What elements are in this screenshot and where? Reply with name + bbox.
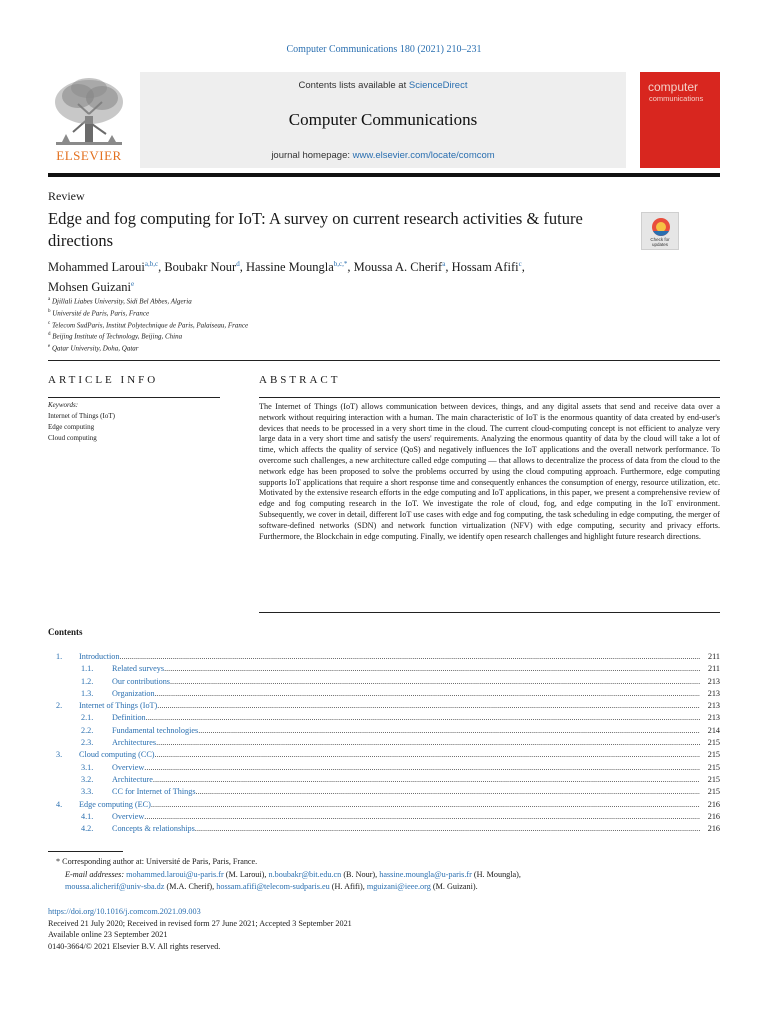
toc-page: 215 [707, 762, 720, 772]
affiliation-text: Qatar University, Doha, Qatar [50, 344, 139, 353]
toc-entry[interactable] [48, 799, 720, 811]
journal-homepage [140, 150, 626, 161]
author-affiliation-marker[interactable]: e [130, 280, 135, 289]
email-owner: (B. Nour), [341, 869, 380, 879]
toc-leader [146, 712, 700, 724]
toc-page: 215 [707, 750, 720, 760]
affiliation-list [48, 295, 248, 354]
toc-entry[interactable] [48, 663, 720, 675]
keyword: Edge computing [48, 423, 95, 431]
email-owner: (H. Moungla), [471, 869, 521, 879]
toc-leader [144, 811, 700, 823]
toc-leader [170, 676, 700, 688]
email-link[interactable]: hassine.moungla@u-paris.fr [379, 869, 472, 879]
toc-title-wrap [112, 786, 700, 798]
journal-reference[interactable]: Computer Communications 180 (2021) 210–231 [286, 44, 482, 55]
journal-cover[interactable] [640, 72, 720, 168]
email-addresses [48, 869, 720, 894]
toc-title-wrap [79, 700, 700, 712]
header-rule [48, 173, 720, 177]
author-affiliation-marker[interactable]: a,b,c [144, 260, 159, 268]
affiliation-marker: a [48, 297, 51, 302]
toc-leader [198, 725, 700, 737]
email-owner: (M.A. Cherif), [164, 882, 217, 891]
toc-number[interactable]: 2.1. [81, 713, 94, 723]
email-link[interactable]: moussa.alicherif@univ-sba.dz [65, 882, 165, 891]
toc-number[interactable]: 1.3. [81, 688, 94, 698]
toc-title[interactable]: Organization [112, 688, 155, 698]
journal-title: Computer Communications [288, 110, 478, 129]
toc-leader [164, 663, 700, 675]
toc-title[interactable]: Related surveys [112, 664, 165, 674]
toc-number[interactable]: 1. [56, 652, 63, 661]
toc-entry[interactable] [48, 737, 720, 749]
email-owner: (M. Guizani). [430, 882, 478, 891]
keyword: Internet of Things (IoT) [48, 412, 115, 420]
toc-title[interactable]: Internet of Things (IoT) [79, 701, 158, 711]
affiliation-text: Telecom SudParis, Institut Polytechnique de Paris, Palaiseau, France [50, 320, 249, 329]
toc-page: 213 [707, 713, 720, 723]
footnotes [48, 856, 720, 894]
toc-title[interactable]: Architecture [112, 774, 153, 784]
contents-prefix: Contents lists available at [298, 80, 409, 91]
toc-page: 213 [707, 688, 720, 698]
author-separator: , [445, 260, 452, 275]
affiliation-text: Université de Paris, Paris, France [50, 309, 150, 318]
affiliation-marker: e [48, 344, 51, 350]
toc-page: 213 [707, 701, 720, 711]
affiliation-text: Djillali Liabes University, Sidi Bel Abbes, Algeria [50, 297, 192, 306]
email-owner: (H. Afifi), [329, 882, 367, 891]
toc-number[interactable]: 2.2. [81, 725, 94, 735]
affiliation [48, 319, 248, 331]
author-separator: , [158, 260, 165, 275]
keyword: Cloud computing [48, 434, 97, 442]
toc-title-wrap [112, 676, 700, 688]
front-matter [48, 906, 352, 952]
author-separator: , [239, 260, 246, 275]
toc-title-wrap [79, 799, 700, 811]
copyright: 0140-3664/© 2021 Elsevier B.V. All rights reserved. [48, 941, 221, 951]
toc-page: 215 [707, 774, 720, 784]
email-link[interactable]: mohammed.laroui@u-paris.fr [126, 869, 224, 879]
toc-title[interactable]: Our contributions [112, 676, 170, 686]
journal-header [48, 70, 720, 174]
toc-number[interactable]: 3.3. [81, 787, 94, 797]
sciencedirect-link[interactable]: ScienceDirect [408, 80, 468, 91]
abstract-rule-top [259, 397, 720, 398]
toc-title[interactable]: Introduction [79, 652, 120, 661]
affiliation-text: Beijing Institute of Technology, Beijing, China [50, 332, 183, 341]
toc-leader [153, 774, 700, 786]
toc-number[interactable]: 3. [56, 750, 63, 760]
affiliation [48, 330, 248, 342]
toc-entry[interactable] [48, 651, 720, 663]
toc-page: 216 [707, 824, 720, 834]
article-info-rule [48, 397, 220, 398]
table-of-contents [48, 651, 720, 835]
toc-title-wrap [112, 688, 700, 700]
email-link[interactable]: n.boubakr@bit.edu.cn [268, 869, 342, 879]
toc-title-wrap [112, 712, 700, 724]
check-for-updates-button[interactable] [641, 212, 679, 250]
toc-number[interactable]: 2. [56, 701, 63, 711]
elsevier-tree-icon [48, 72, 130, 152]
toc-page: 216 [707, 811, 720, 821]
author-name[interactable]: Mohsen Guizani [48, 280, 131, 295]
toc-leader [156, 737, 700, 749]
elsevier-wordmark: ELSEVIER [56, 148, 122, 163]
article-title: Edge and fog computing for IoT: A survey on current research activities & future directions [48, 209, 583, 250]
toc-title[interactable]: Definition [112, 713, 146, 723]
toc-page: 215 [707, 738, 720, 748]
abstract-rule-bottom [259, 612, 720, 613]
author-name[interactable]: Hossam Afifi [451, 260, 519, 275]
affiliation [48, 307, 248, 319]
toc-leader [151, 799, 700, 811]
author-list [48, 256, 668, 296]
toc-leader [144, 762, 700, 774]
email-owner: (M. Laroui), [223, 869, 269, 879]
toc-page: 216 [707, 799, 720, 809]
toc-page: 215 [707, 787, 720, 797]
toc-title-wrap [112, 737, 700, 749]
toc-title[interactable]: Edge computing (EC) [79, 799, 151, 809]
toc-title[interactable]: Overview [112, 762, 145, 772]
check-updates-label: Check for updates [650, 237, 670, 247]
doi-link[interactable]: https://doi.org/10.1016/j.comcom.2021.09.003 [48, 907, 201, 916]
toc-entry[interactable] [48, 786, 720, 798]
toc-entry[interactable] [48, 823, 720, 835]
corresponding-author-note: * Corresponding author at: Université de Paris, Paris, France. [56, 857, 258, 866]
affiliation [48, 342, 248, 354]
toc-title-wrap [112, 663, 700, 675]
toc-title-wrap [112, 774, 700, 786]
abstract-text: The Internet of Things (IoT) allows communication between devices, things, and any digital assets that send and receive data over a network without requiring interaction with a human. The main characteristic of IoT is the enormous quantity of data created by end-user's devices that needs to be processed in a very short time in the cloud. The current cloud-computing concept is not efficient to analyze very large data in a very short time and satisfy the users' requirements. Analyzing the enormous quantity of data by the cloud will take a lot of time, which affects the quality of service (QoS) and negatively influences the IoT applications and the overall network performance. To overcome such challenges, a new architecture called edge computing — that allows to decentralize the process of data from the cloud to the network edge has been proposed to solve the problems occurred by using the cloud computing approach. Furthermore, edge computing supports IoT applications that require a short response time and consequently enhances the consumption of energy, resource utilization, etc. Motivated by the extensive research efforts in the edge computing and IoT applications, in this paper, we present a comprehensive review of edge and fog computing research in the IoT. We investigate the role of cloud, fog, and edge computing in the IoT environment. Subsequently, we cover in detail, different IoT use cases with edge and fog computing, the task scheduling in edge computing, the merger of software-defined networks (SDN) and network function virtualization (NFV) with edge computing, security and privacy efforts. Furthermore, the Blockchain in edge computing. Finally, we identify open research challenges and highlight future research directions. [259, 402, 720, 541]
affiliation [48, 295, 248, 307]
toc-entry[interactable] [48, 676, 720, 688]
contents-availability [140, 80, 626, 91]
toc-entry[interactable] [48, 688, 720, 700]
toc-entry[interactable] [48, 700, 720, 712]
toc-page: 213 [707, 676, 720, 686]
toc-leader [155, 688, 700, 700]
affiliation-marker: d [48, 332, 51, 338]
author-separator: , [521, 260, 525, 275]
author-name[interactable]: Moussa A. Cherif [353, 260, 443, 275]
toc-number[interactable]: 3.1. [81, 762, 94, 772]
author-name[interactable]: Hassine Moungla [245, 260, 334, 275]
toc-entry[interactable] [48, 725, 720, 737]
cover-title: computer [648, 80, 699, 94]
email-link[interactable]: hossam.afifi@telecom-sudparis.eu [216, 882, 330, 891]
toc-title[interactable]: Fundamental technologies [112, 725, 199, 735]
author-name[interactable]: Mohammed Laroui [48, 260, 145, 275]
affiliation-marker: b [48, 308, 51, 314]
toc-title[interactable]: CC for Internet of Things [112, 787, 196, 797]
toc-title-wrap [112, 811, 700, 823]
received-dates: Received 21 July 2020; Received in revised form 27 June 2021; Accepted 3 September 2021 [48, 918, 352, 928]
toc-entry[interactable] [48, 774, 720, 786]
toc-entry[interactable] [48, 811, 720, 823]
available-online: Available online 23 September 2021 [48, 930, 168, 939]
toc-number[interactable]: 4.2. [81, 824, 94, 834]
article-type: Review [48, 189, 85, 203]
author-name[interactable]: Boubakr Nour [164, 260, 237, 275]
footnote-rule [48, 851, 123, 852]
journal-header-box [140, 72, 626, 168]
article-info-heading: ARTICLE INFO [48, 374, 159, 386]
toc-title[interactable]: Overview [112, 811, 145, 821]
author-affiliation-marker[interactable]: b,c,* [333, 260, 348, 268]
toc-entry[interactable] [48, 712, 720, 724]
toc-title-wrap [112, 725, 700, 737]
toc-number[interactable]: 1.2. [81, 676, 94, 686]
contents-heading: Contents [48, 627, 83, 637]
toc-number[interactable]: 4. [56, 799, 63, 809]
toc-title[interactable]: Concepts & relationships [112, 824, 195, 834]
toc-leader [195, 823, 700, 835]
toc-entry[interactable] [48, 762, 720, 774]
toc-title-wrap [79, 651, 700, 663]
author-affiliation-marker[interactable]: c [518, 260, 522, 268]
section-rule [48, 360, 720, 361]
author-affiliation-marker[interactable]: d [236, 260, 240, 268]
toc-page: 214 [707, 725, 720, 735]
author-separator: , [347, 260, 354, 275]
toc-leader [196, 786, 700, 798]
toc-page: 211 [708, 652, 720, 661]
toc-number[interactable]: 4.1. [81, 811, 94, 821]
toc-number[interactable]: 3.2. [81, 774, 94, 784]
toc-leader [157, 700, 700, 712]
toc-entry[interactable] [48, 749, 720, 761]
email-link[interactable]: mguizani@ieee.org [366, 882, 431, 891]
toc-title-wrap [112, 762, 700, 774]
toc-title-wrap [79, 749, 700, 761]
elsevier-logo[interactable] [48, 72, 130, 168]
toc-title[interactable]: Cloud computing (CC) [79, 750, 155, 760]
email-label: E-mail addresses: [65, 869, 127, 879]
homepage-link[interactable]: www.elsevier.com/locate/comcom [352, 150, 495, 161]
toc-page: 211 [708, 664, 720, 674]
toc-title-wrap [112, 823, 700, 835]
toc-title[interactable]: Architectures [112, 738, 157, 748]
toc-number[interactable]: 2.3. [81, 738, 94, 748]
cover-subtitle: communications [649, 94, 704, 103]
keywords-list [48, 411, 115, 444]
keywords-label: Keywords: [48, 401, 79, 409]
toc-number[interactable]: 1.1. [81, 664, 94, 674]
author-affiliation-marker[interactable]: a [442, 260, 446, 268]
toc-leader [155, 749, 700, 761]
toc-leader [119, 651, 700, 663]
affiliation-marker: c [48, 320, 51, 326]
homepage-prefix: journal homepage: [271, 150, 353, 161]
abstract-heading: ABSTRACT [259, 374, 341, 386]
